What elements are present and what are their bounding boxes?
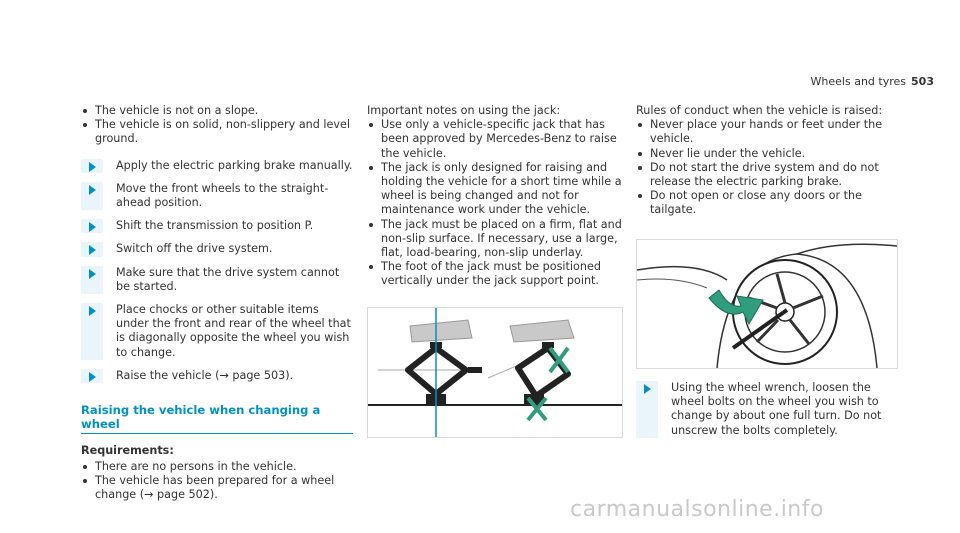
column-2 [367, 104, 623, 289]
conduct-rules-list [636, 118, 898, 217]
conduct-rules-intro: Rules of conduct when the vehicle is raised: [636, 104, 883, 117]
list-item: Use only a vehicle-specific jack that has been approved by Mercedes-Benz to raise the vehicle. [367, 118, 623, 161]
instruction-step: Using the wheel wrench, loosen the wheel bolts on the wheel you wish to change by about one full turn. Do not unscrew the bolts completely. [636, 381, 898, 438]
column-3 [636, 104, 898, 218]
instruction-step [81, 369, 353, 383]
step-arrow-icon [89, 245, 96, 255]
jack-positioning-illustration [367, 307, 623, 438]
step-arrow-icon [89, 306, 96, 316]
instruction-step: Move the front wheels to the straight-ahead position. [81, 182, 353, 210]
list-item: Never place your hands or feet under the vehicle. [636, 118, 898, 146]
requirements-list [81, 460, 353, 503]
list-item [81, 474, 353, 502]
instruction-step: Apply the electric parking brake manually. [81, 159, 353, 173]
list-item: The jack must be placed on a firm, flat and non-slip surface. If necessary, use a large, flat, load-bearing, non-slip underlay. [367, 218, 623, 261]
wheel-diagram [637, 240, 897, 368]
list-item: There are no persons in the vehicle. [81, 460, 353, 474]
requirements-title: Requirements: [81, 444, 174, 458]
list-item: Never lie under the vehicle. [636, 147, 898, 161]
header-title: Wheels and tyres [810, 75, 906, 88]
watermark: carmanualsonline.info [570, 497, 824, 522]
page-header [770, 75, 934, 89]
instruction-step: Switch off the drive system. [81, 242, 353, 256]
instruction-step: Place chocks or other suitable items under the front and rear of the wheel that is diagonally opposite the wheel you wish to change. [81, 303, 353, 360]
prepare-vehicle-link[interactable]: The vehicle has been prepared for a wheel change (→ page 502). [95, 473, 335, 502]
list-item: Do not open or close any doors or the tailgate. [636, 189, 898, 217]
list-item: The vehicle is not on a slope. [81, 104, 353, 118]
section-title: Raising the vehicle when changing a wheel [81, 403, 353, 434]
wheel-wrench-illustration [636, 239, 898, 369]
step-arrow-icon [644, 384, 651, 394]
instruction-step: Shift the transmission to position P. [81, 219, 353, 233]
list-item: The foot of the jack must be positioned vertically under the jack support point. [367, 260, 623, 288]
list-item: Do not start the drive system and do not release the electric parking brake. [636, 161, 898, 189]
step-arrow-icon [89, 185, 96, 195]
conditions-list [81, 104, 353, 147]
step-arrow-icon [89, 222, 96, 232]
jack-diagram [368, 308, 622, 437]
step-arrow-icon [89, 372, 96, 382]
page-number: 503 [911, 75, 934, 88]
column-1 [81, 104, 353, 502]
jack-notes-list [367, 118, 623, 288]
jack-notes-intro: Important notes on using the jack: [367, 104, 561, 117]
step-arrow-icon [89, 162, 96, 172]
list-item: The vehicle is on solid, non-slippery and level ground. [81, 118, 353, 146]
raise-vehicle-link[interactable]: Raise the vehicle (→ page 503). [116, 368, 294, 382]
list-item: The jack is only designed for raising and holding the vehicle for a short time while a wheel is being changed and not for maintenance work under the vehicle. [367, 161, 623, 218]
wheel-wrench-step [636, 381, 898, 447]
instruction-step: Make sure that the drive system cannot be started. [81, 266, 353, 294]
step-arrow-icon [89, 269, 96, 279]
